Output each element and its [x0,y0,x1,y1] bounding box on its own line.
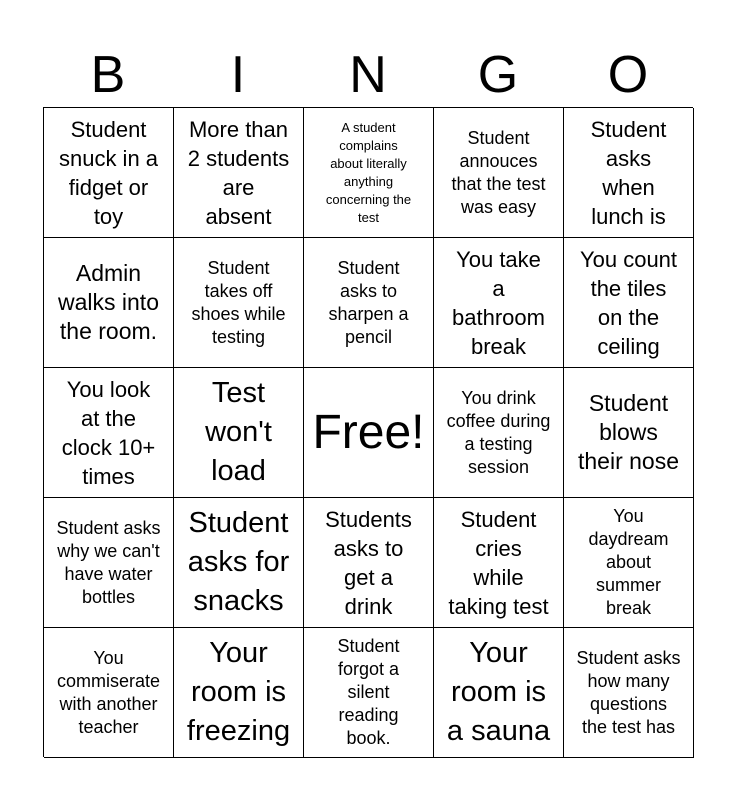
cell-text: Student cries while taking test [448,506,549,619]
bingo-cell [44,368,174,498]
cell-text: Student takes off shoes while testing [191,257,286,347]
bingo-cell [564,368,694,498]
header-letter-o: O [607,46,649,104]
bingo-cell [434,498,564,628]
bingo-cell [564,108,694,238]
cell-text: Student asks to sharpen a pencil [328,257,409,347]
cell-text: Student asks how many questions the test has [576,647,681,737]
cell-text: Your room is freezing [186,637,291,747]
cell-text: Your room is a sauna [446,637,551,747]
bingo-cell [564,238,694,368]
cell-text: You look at the clock 10+ times [61,376,156,489]
bingo-cell [304,628,434,758]
bingo-cell [174,498,304,628]
bingo-cell [434,628,564,758]
bingo-cell [304,108,434,238]
free-space [304,368,434,498]
bingo-cell [44,498,174,628]
cell-text: Student asks for snacks [187,507,290,617]
bingo-cell [434,238,564,368]
cell-text: You count the tiles on the ceiling [579,246,678,359]
cell-text: Student forgot a silent reading book. [337,636,400,748]
cell-text: Free! [312,405,425,459]
bingo-cell [434,368,564,498]
header-letter-i: I [230,46,246,104]
bingo-cell [434,108,564,238]
cell-text: Student asks why we can't have water bottles [56,517,161,607]
bingo-cell [174,368,304,498]
cell-text: Students asks to get a drink [325,506,412,619]
cell-text: You take a bathroom break [452,246,545,359]
cell-text: Student annouces that the test was easy [451,127,546,217]
header-letter-g: G [477,46,519,104]
header-letter-n: N [349,46,387,104]
bingo-cell [44,108,174,238]
bingo-cell [564,628,694,758]
cell-text: Student snuck in a fidget or toy [58,116,159,229]
bingo-cell [304,238,434,368]
bingo-grid [43,107,693,757]
cell-text: Student asks when lunch is [590,116,667,229]
cell-text: A student complains about literally anything concerning the test [325,119,412,225]
cell-text: You drink coffee during a testing session [446,387,551,477]
cell-text: Test won't load [205,377,272,487]
cell-text: More than 2 students are absent [187,116,290,229]
bingo-cell [564,498,694,628]
bingo-cell [174,238,304,368]
cell-text: You daydream about summer break [588,506,669,618]
cell-text: Student blows their nose [577,390,679,474]
cell-text: You commiserate with another teacher [56,647,161,737]
bingo-cell [304,498,434,628]
bingo-cell [174,108,304,238]
bingo-header [43,44,693,106]
header-letter-b: B [90,46,126,104]
bingo-cell [44,628,174,758]
bingo-cell [174,628,304,758]
bingo-cell [44,238,174,368]
cell-text: Admin walks into the room. [58,260,159,344]
